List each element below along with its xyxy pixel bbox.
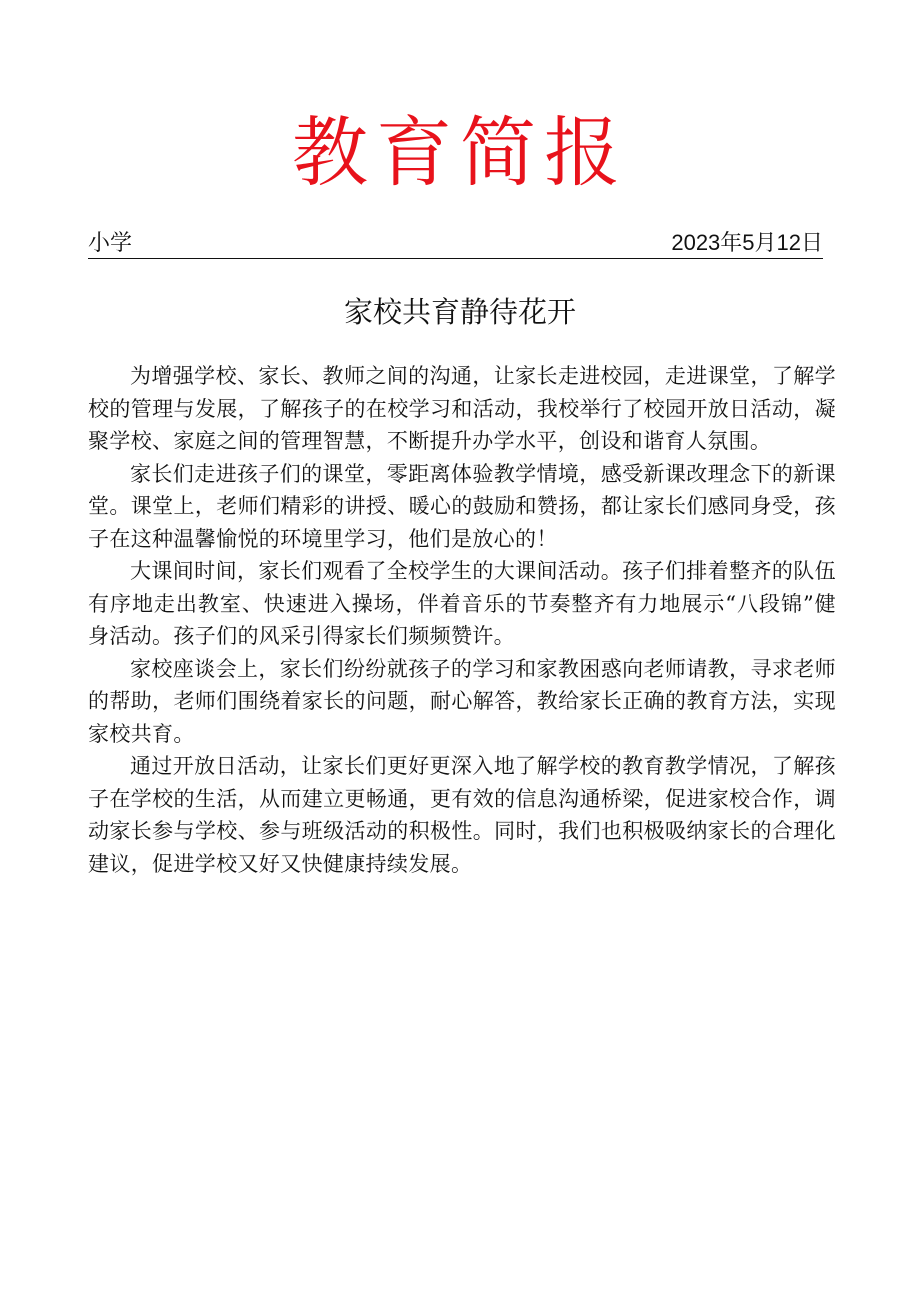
paragraph: 家校座谈会上，家长们纷纷就孩子的学习和家教困惑向老师请教，寻求老师的帮助，老师们围绕着家长的问题，耐心解答，教给家长正确的教育方法，实现家校共育。	[88, 656, 836, 746]
paragraph: 大课间时间，家长们观看了全校学生的大课间活动。孩子们排着整齐的队伍有序地走出教室、快速进入操场，伴着音乐的节奏整齐有力地展示“八段锦”健身活动。孩子们的风采引得家长们频频赞许。	[88, 559, 836, 648]
paragraph: 为增强学校、家长、教师之间的沟通，让家长走进校园，走进课堂，了解学校的管理与发展，了解孩子的在校学习和活动，我校举行了校园开放日活动，凝聚学校、家庭之间的管理智慧，不断提升办学水平，创设和谐育人氛围。	[88, 364, 836, 453]
paragraph: 通过开放日活动，让家长们更好更深入地了解学校的教育教学情况，了解孩子在学校的生活，从而建立更畅通，更有效的信息沟通桥梁，促进家校合作，调动家长参与学校、参与班级活动的积极性。同时，我们也积极吸纳家长的合理化建议，促进学校又好又快健康持续发展。	[88, 754, 836, 876]
issue-info-bar	[88, 228, 823, 259]
issue-date: 2023年5月12日	[671, 230, 823, 255]
masthead-title: 教育简报	[292, 108, 628, 197]
paragraph: 家长们走进孩子们的课堂，零距离体验教学情境，感受新课改理念下的新课堂。课堂上，老师们精彩的讲授、暖心的鼓励和赞扬，都让家长们感同身受，孩子在这种温馨愉悦的环境里学习，他们是放心的！	[88, 461, 836, 551]
article-body	[88, 360, 836, 880]
article-title: 家校共育静待花开	[343, 295, 576, 329]
school-name: 小学	[88, 230, 133, 255]
